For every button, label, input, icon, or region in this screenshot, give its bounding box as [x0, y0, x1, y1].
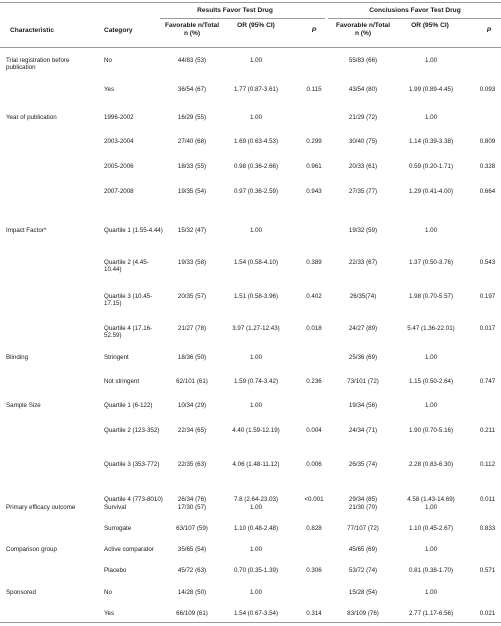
cell-p-2: 0.571 [479, 567, 496, 574]
cell-category: Quartile 3 (353-772) [104, 461, 160, 468]
cell-category: 1996-2002 [104, 114, 134, 121]
cell-characteristic: Sponsored [6, 589, 36, 596]
cell-or-2: 2.77 (1.17-6.56) [408, 610, 454, 617]
cell-or-1: 1.00 [249, 354, 263, 361]
col-header-characteristic: Characteristic [10, 27, 54, 34]
col-header-favorable-2: Favorable n/Total n (%) [335, 22, 391, 37]
cell-characteristic: Blinding [6, 354, 29, 361]
cell-category: Quartile 4 (773-8010) [104, 496, 163, 503]
cell-or-1: 3.97 (1.27-12.43) [232, 325, 280, 332]
cell-characteristic: Comparison group [6, 546, 57, 553]
cell-favorable-2: 53/72 (74) [348, 567, 378, 574]
cell-favorable-2: 21/30 (70) [348, 504, 378, 511]
cell-p-1: <0.001 [304, 496, 324, 503]
cell-favorable-1: 22/35 (63) [177, 461, 207, 468]
cell-or-1: 1.10 (0.48-2.48) [233, 525, 279, 532]
cell-or-2: 0.81 (0.38-1.70) [408, 567, 454, 574]
cell-favorable-2: 45/65 (69) [348, 546, 378, 553]
cell-p-2: 0.543 [479, 259, 496, 266]
cell-or-2: 4.58 (1.43-14.69) [407, 496, 455, 503]
cell-or-1: 1.69 (0.63-4.53) [233, 138, 279, 145]
cell-or-1: 1.77 (0.87-3.61) [233, 86, 279, 93]
cell-or-1: 4.40 (1.59-12.19) [232, 427, 280, 434]
cell-p-1: 0.961 [306, 163, 322, 170]
cell-favorable-2: 20/33 (61) [348, 163, 378, 170]
cell-or-2: 1.10 (0.45-2.67) [408, 525, 454, 532]
cell-p-1: 0.943 [306, 188, 322, 195]
group-header-results-underline [160, 18, 325, 19]
cell-p-1: 0.402 [306, 293, 322, 300]
cell-category: 2005-2006 [104, 163, 134, 170]
cell-p-1: 0.299 [306, 138, 322, 145]
cell-p-1: 0.314 [306, 610, 322, 617]
cell-characteristic: Primary efficacy outcome [6, 504, 76, 511]
cell-favorable-1: 44/83 (53) [177, 57, 207, 64]
cell-or-1: 4.06 (1.48-11.12) [232, 461, 280, 468]
cell-favorable-2: 77/107 (72) [347, 525, 379, 532]
cell-p-1: 0.306 [306, 567, 322, 574]
cell-or-2: 1.98 (0.70-5.57) [408, 293, 454, 300]
cell-category: Surrogate [104, 525, 132, 532]
cell-category: 2003-2004 [104, 138, 134, 145]
cell-category: Quartile 2 (4.45-10.44) [104, 259, 149, 274]
cell-favorable-1: 18/36 (50) [177, 354, 207, 361]
cell-p-2: 0.017 [479, 325, 496, 332]
cell-favorable-1: 19/35 (54) [177, 188, 207, 195]
cell-category: Quartile 4 (17.16-52.59) [104, 325, 153, 340]
cell-or-1: 1.00 [249, 402, 263, 409]
cell-favorable-2: 83/109 (76) [347, 610, 379, 617]
cell-or-2: 1.00 [424, 546, 438, 553]
cell-category: No [104, 589, 112, 596]
cell-p-2: 0.093 [479, 86, 496, 93]
cell-category: Not stringent [104, 378, 140, 385]
cell-favorable-2: 55/83 (66) [348, 57, 378, 64]
cell-favorable-1: 19/33 (58) [177, 259, 207, 266]
cell-p-1: 0.006 [306, 461, 322, 468]
cell-favorable-1: 45/72 (63) [177, 567, 207, 574]
cell-favorable-1: 14/28 (50) [177, 589, 207, 596]
cell-favorable-1: 62/101 (61) [176, 378, 208, 385]
cell-favorable-1: 35/65 (54) [177, 546, 207, 553]
cell-p-2: 0.011 [479, 496, 496, 503]
cell-category: Placebo [104, 567, 127, 574]
cell-or-1: 0.70 (0.35-1.39) [233, 567, 279, 574]
cell-category: 2007-2008 [104, 188, 134, 195]
cell-category: Yes [104, 610, 115, 617]
cell-favorable-2: 22/33 (67) [348, 259, 378, 266]
cell-or-1: 1.00 [249, 546, 263, 553]
cell-or-2: 2.28 (0.83-6.30) [408, 461, 454, 468]
cell-favorable-2: 24/27 (89) [348, 325, 378, 332]
cell-favorable-1: 27/40 (68) [177, 138, 207, 145]
cell-favorable-1: 36/54 (67) [177, 86, 207, 93]
cell-p-2: 0.112 [479, 461, 496, 468]
col-header-p-1: P [311, 27, 317, 34]
cell-characteristic: Sample Size [6, 402, 41, 409]
cell-p-2: 0.328 [479, 163, 496, 170]
cell-favorable-1: 10/34 (29) [177, 402, 207, 409]
cell-or-1: 0.97 (0.36-2.59) [233, 188, 279, 195]
cell-or-1: 1.00 [249, 504, 263, 511]
cell-favorable-1: 16/29 (55) [177, 114, 207, 121]
cell-favorable-2: 15/28 (54) [348, 589, 378, 596]
cell-favorable-2: 73/101 (72) [347, 378, 379, 385]
cell-favorable-1: 66/109 (61) [176, 610, 208, 617]
cell-favorable-2: 21/29 (72) [348, 114, 378, 121]
cell-favorable-1: 15/32 (47) [177, 227, 207, 234]
col-header-or-2: OR (95% CI) [411, 22, 449, 29]
cell-favorable-1: 26/34 (76) [177, 496, 207, 503]
cell-or-2: 1.29 (0.41-4.00) [408, 188, 454, 195]
cell-or-2: 1.14 (0.39-3.38) [408, 138, 454, 145]
cell-favorable-1: 20/35 (57) [177, 293, 207, 300]
cell-or-2: 1.15 (0.50-2.64) [408, 378, 454, 385]
col-header-category: Category [104, 27, 133, 34]
cell-or-2: 1.00 [424, 57, 438, 64]
cell-p-1: 0.004 [306, 427, 322, 434]
col-header-p-2: P [486, 27, 492, 34]
cell-or-1: 0.98 (0.36-2.66) [233, 163, 279, 170]
cell-category: Yes [104, 86, 115, 93]
group-header-results: Results Favor Test Drug [197, 7, 273, 14]
col-header-favorable-1: Favorable n/Total n (%) [164, 22, 220, 37]
cell-favorable-1: 22/34 (65) [177, 427, 207, 434]
cell-p-1: 0.115 [306, 86, 322, 93]
cell-favorable-2: 19/32 (59) [348, 227, 378, 234]
cell-p-2: 0.211 [479, 427, 496, 434]
group-header-conclusions: Conclusions Favor Test Drug [369, 7, 461, 14]
cell-or-2: 1.90 (0.70-5.16) [408, 427, 454, 434]
cell-category: Survival [104, 504, 127, 511]
header-bottom-rule [0, 47, 501, 48]
cell-favorable-2: 26/35 (74) [348, 461, 378, 468]
cell-or-1: 1.54 (0.58-4.10) [233, 259, 279, 266]
cell-favorable-2: 19/34 (56) [348, 402, 378, 409]
cell-p-1: 0.236 [306, 378, 322, 385]
cell-p-2: 0.021 [479, 610, 496, 617]
cell-or-2: 1.00 [424, 504, 438, 511]
cell-p-1: 0.389 [306, 259, 322, 266]
cell-characteristic: Trial registration before publication [6, 57, 70, 72]
table-top-rule [0, 2, 501, 3]
cell-favorable-1: 21/27 (78) [177, 325, 207, 332]
table-bottom-rule [0, 622, 501, 623]
cell-favorable-1: 63/107 (59) [176, 525, 208, 532]
cell-p-1: 0.828 [306, 525, 322, 532]
cell-favorable-2: 29/34 (85) [348, 496, 378, 503]
cell-or-1: 7.8 (2.64-23.03) [233, 496, 279, 503]
cell-favorable-1: 17/30 (57) [177, 504, 207, 511]
cell-p-2: 0.833 [479, 525, 496, 532]
cell-or-2: 1.00 [424, 354, 438, 361]
cell-or-2: 1.00 [424, 227, 438, 234]
cell-category: Active comparator [104, 546, 154, 553]
cell-category: Quartile 1 (6-122) [104, 402, 153, 409]
cell-or-1: 1.59 (0.74-3.42) [233, 378, 279, 385]
cell-or-2: 1.00 [424, 589, 438, 596]
cell-category: Stringent [104, 354, 129, 361]
cell-or-1: 1.51 (0.58-3.96) [233, 293, 279, 300]
cell-favorable-2: 24/34 (71) [348, 427, 378, 434]
cell-category: Quartile 1 (1.55-4.44) [104, 227, 163, 234]
cell-favorable-2: 26/35(74) [349, 293, 377, 300]
col-header-or-1: OR (95% CI) [237, 22, 275, 29]
cell-p-2: 0.809 [479, 138, 496, 145]
cell-or-2: 1.99 (0.89-4.45) [408, 86, 454, 93]
cell-category: Quartile 2 (123-352) [104, 427, 160, 434]
cell-or-1: 1.54 (0.67-3.54) [233, 610, 279, 617]
cell-p-2: 0.747 [479, 378, 496, 385]
cell-or-1: 1.00 [249, 589, 263, 596]
cell-favorable-1: 18/33 (55) [177, 163, 207, 170]
cell-p-2: 0.664 [479, 188, 496, 195]
cell-favorable-2: 30/40 (75) [348, 138, 378, 145]
cell-category: No [104, 57, 112, 64]
cell-characteristic: Year of publication [6, 114, 57, 121]
cell-favorable-2: 27/35 (77) [348, 188, 378, 195]
cell-or-2: 0.59 (0.20-1.71) [408, 163, 454, 170]
cell-or-1: 1.00 [249, 57, 263, 64]
cell-favorable-2: 43/54 (80) [348, 86, 378, 93]
cell-or-2: 5.47 (1.36-22.01) [407, 325, 455, 332]
cell-p-2: 0.197 [479, 293, 496, 300]
cell-or-1: 1.00 [249, 227, 263, 234]
cell-favorable-2: 25/36 (69) [348, 354, 378, 361]
cell-characteristic: Impact Factor* [6, 227, 47, 234]
cell-category: Quartile 3 (10.45-17.15) [104, 293, 153, 308]
cell-or-2: 1.00 [424, 114, 438, 121]
cell-or-2: 1.00 [424, 402, 438, 409]
cell-or-1: 1.00 [249, 114, 263, 121]
cell-or-2: 1.37 (0.50-3.76) [408, 259, 454, 266]
cell-p-1: 0.018 [306, 325, 322, 332]
group-header-conclusions-underline [328, 18, 501, 19]
